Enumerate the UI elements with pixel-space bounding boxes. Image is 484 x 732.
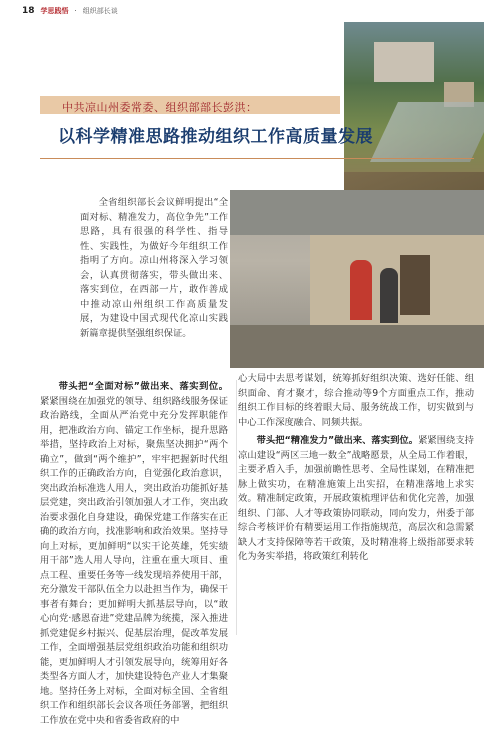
article-kicker: 中共凉山州委常委、组织部部长彭洪： [62,101,258,114]
section-1-paragraph [40,380,228,728]
section-1-lead: 带头把“全面对标”做出来、落实到位。 [58,381,228,392]
section-2-text: 紧紧围绕支持凉山建设“两区三地一数全”战略愿景，从全局工作着眼，主要矛盾入手，加强前瞻性思考、全局性谋划，在精准把脉上做实功，在精准施策上出实招，在精准落地上求实效。精准制定政策，开展政策梳理评估和优化完善，加强组织、门部、人才等政策协同联动，同向发力，州委于部综合考核评价有精要运用工作指施规范，高层次和急需紧缺人才支持保障等若干政策，及时精准将上级指部要求转化为务实举措，将政策红利转化 [238,435,474,562]
article-column-1 [80,196,228,345]
section-2-lead: 带头把“精准发力”做出来、落实到位。 [256,435,419,446]
title-rule [40,158,474,159]
article-column-1b [40,380,228,732]
article-title: 以科学精准思路推动组织工作高质量发展 [58,127,373,147]
page-header: 18 学思践悟 · 组织部长谈 [22,6,118,16]
section-1-text: 紧紧围绕在加强党的领导、组织路线服务保证政治路线，全面从严治党中充分发挥职能作用，把准政治方向、锚定工作坐标，提升思路举措，坚持政治上对标，聚焦坚决拥护“两个确立”，做到“两个维护”，牢牢把握新时代组织工作的正确政治方向，自觉强化政治意识，突出政治标准选人用人，突出政治功能抓好基层党建，突出政治引领加强人才工作，突出政治要求强化自身建设，确保党建工作落实在正确的政治方向，找准影响和政治效果。坚持导向上对标，更加鲜明“以实干论英雄，凭实绩用干部”选人用人导向，注重在重大项目、重点工程、重要任务等一线发现培养使用干部，充分激发干部队伍全力以赴担当作为，确保干事者有舞台；更加鲜明大抓基层导向，以“敢心向党·感恩奋进”党建品牌为统揽，深入推进抓党建促乡村振兴、促基层治理，促改革发展工作，全面增强基层党组织政治功能和组织功能，更加鲜明人才引领发展导向，统筹用好各类型各方面人才，加快建设特色产业人才集聚地。坚持任务上对标，全面对标全国、全省组织工作和组织部长会议各项任务部署，把组织工作放在党中央和省委省政府的中 [40,395,228,726]
intro-paragraph: 全省组织部长会议鲜明提出“全面对标、精准发力，高位争先”工作思路，具有很强的科学性、指导性、实践性，为做好今年组织工作指明了方向。凉山州将深入学习领会，认真贯彻落实，带头做出来、落实到位，在西部一片，敢作善成中推动凉山州组织工作高质量发展，为建设中国式现代化凉山实践新篇章提供坚强组织保证。 [80,197,228,339]
page-number: 18 [22,6,35,16]
section-name: 学思践悟 [40,7,69,15]
article-column-2 [238,372,474,569]
subsection-name: 组织部长谈 [82,7,118,15]
village-visit-photo [230,190,484,368]
column-divider [236,380,237,635]
continuation-paragraph: 心大局中去思考谋划，统筹抓好组织决策、选好任能、组织面命、育才聚才，综合推动等9个方面重点工作，推动组织工作目标的终着眼大局、服务统战工作，切实做到与中心工作深度融合、同频共振。 [238,373,474,428]
section-2-paragraph [238,434,474,565]
